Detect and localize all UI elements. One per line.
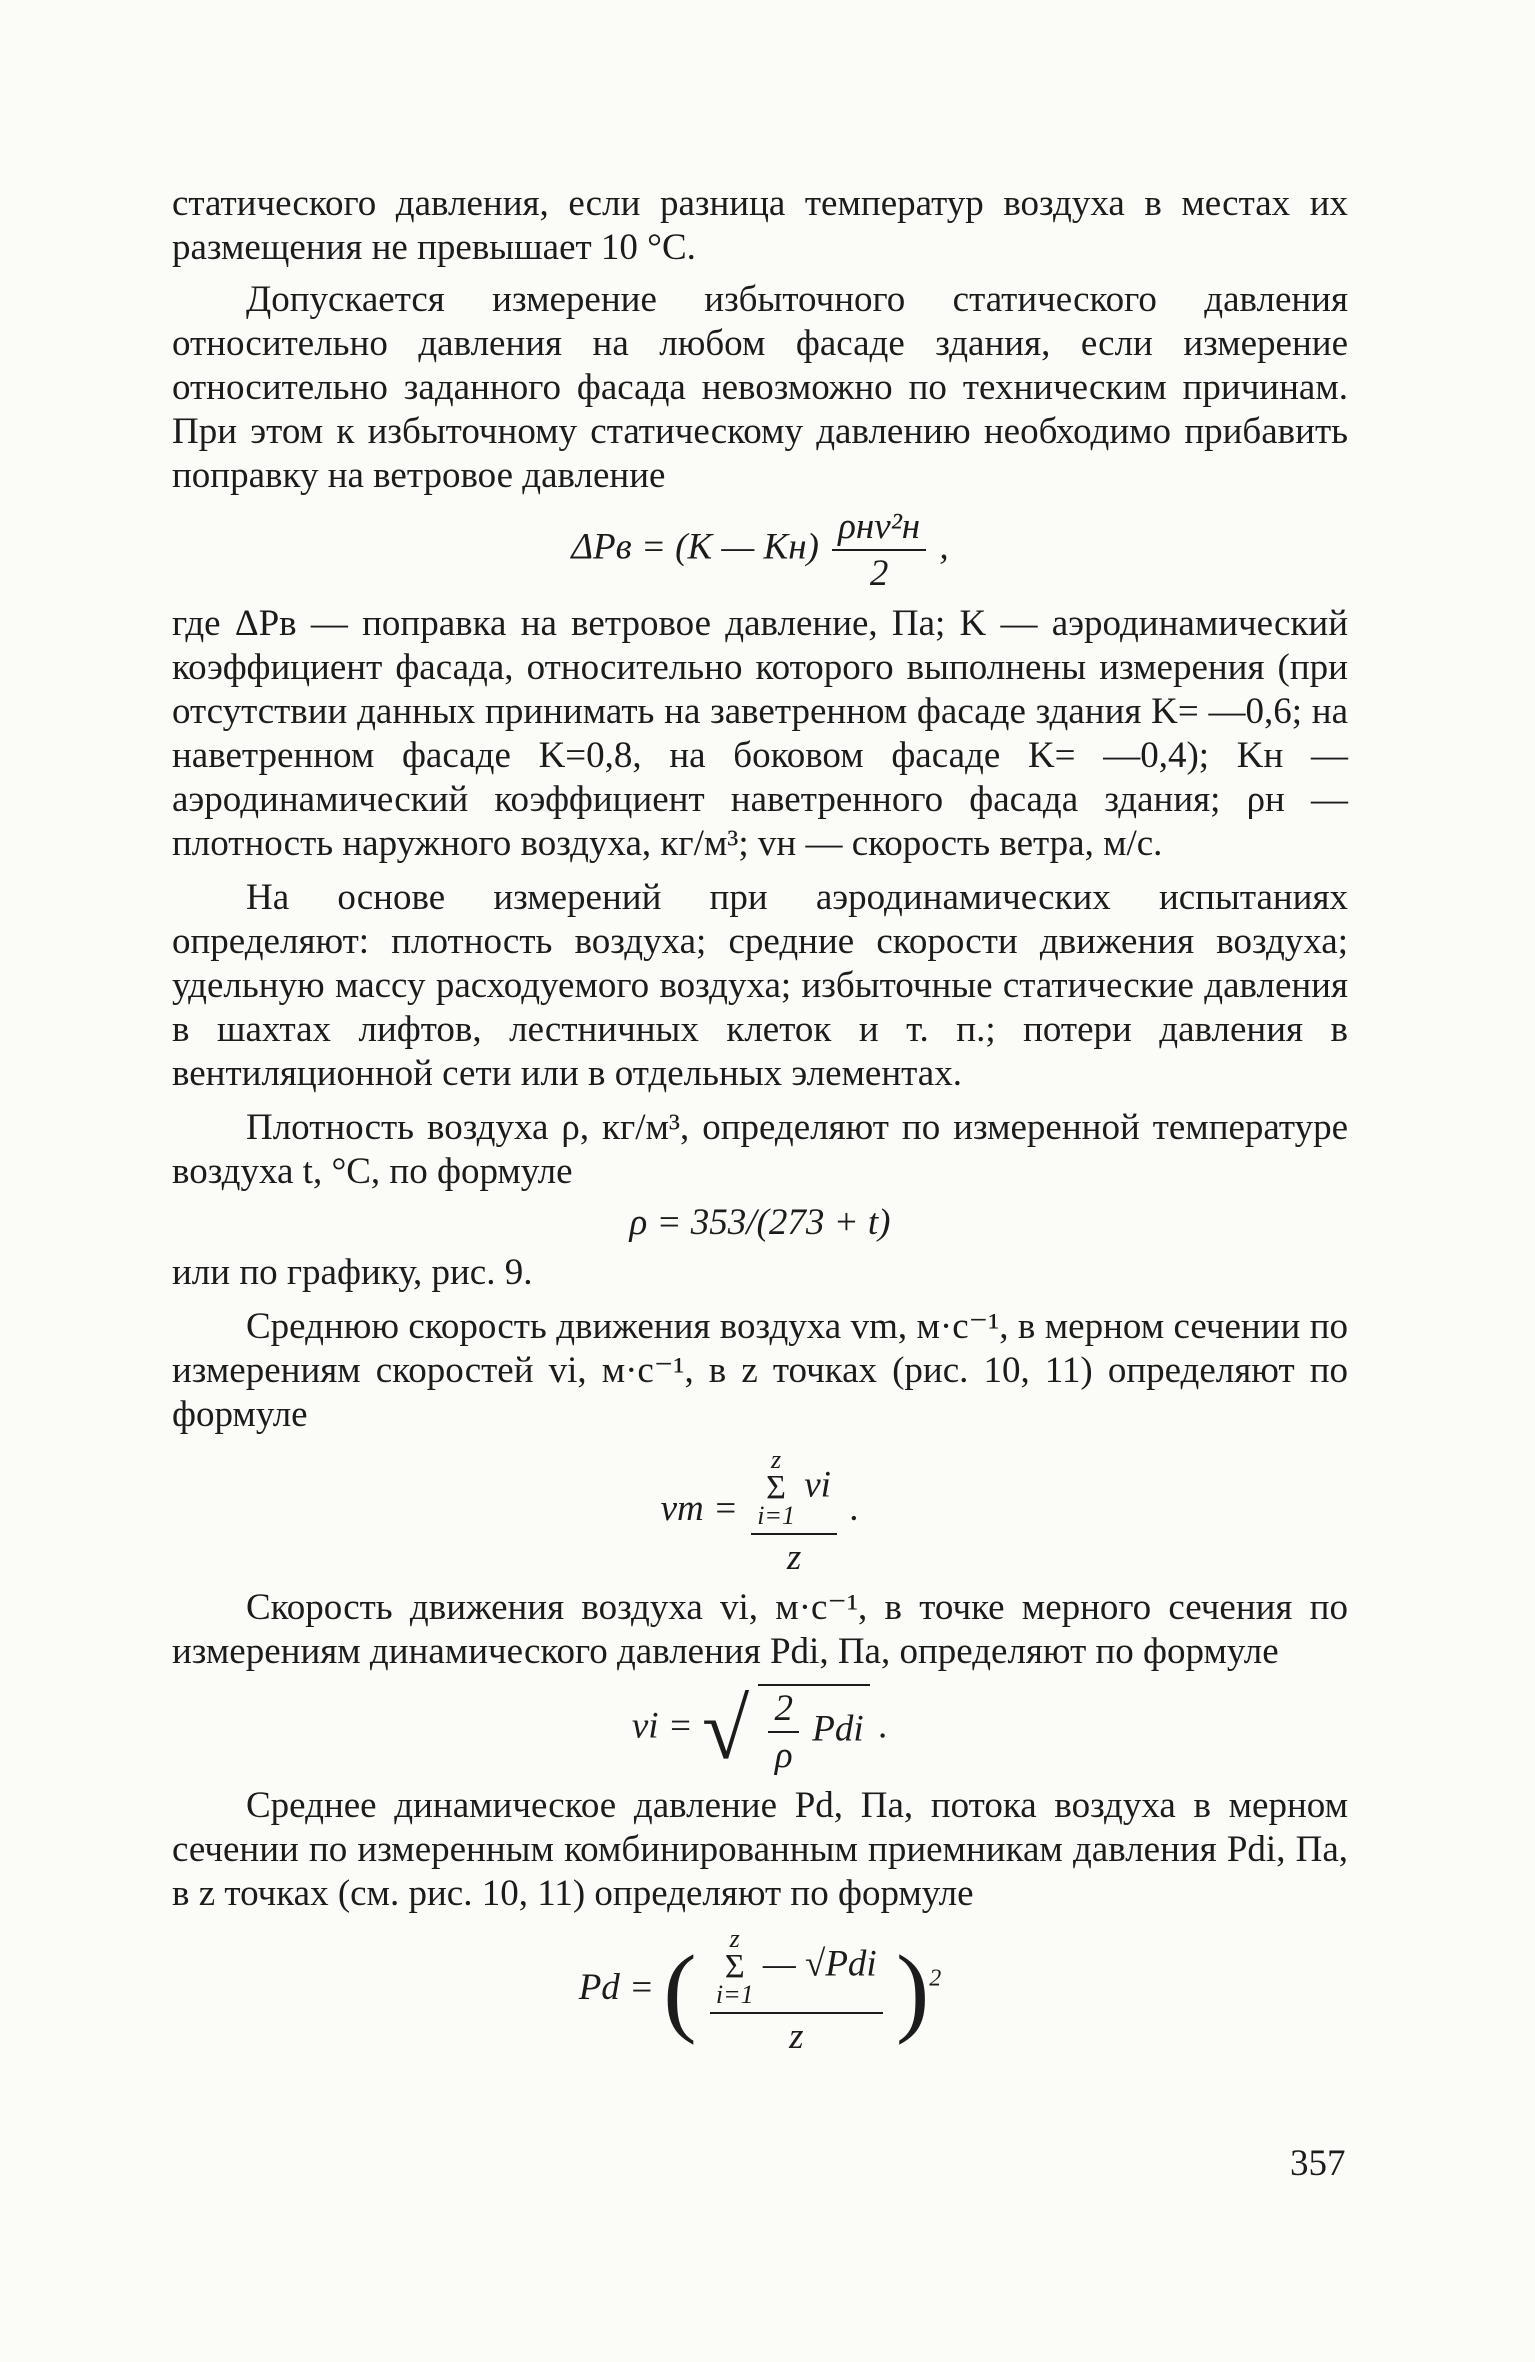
paragraph-air-density: Плотность воздуха ρ, кг/м³, определяют по измеренной температуре воздуха t, °С, по формуле [172, 1107, 1348, 1192]
formula-mean-velocity-denominator: z [786, 1537, 802, 1578]
formula-point-velocity [172, 1681, 1348, 1777]
sigma-glyph: Σ [724, 1948, 745, 1985]
right-parenthesis: ) [895, 1934, 930, 2046]
formula-point-velocity-fraction [768, 1690, 799, 1774]
paragraph-mean-dynamic-pressure: Среднее динамическое давление Pd, Па, потока воздуха в мерном сечении по измеренным комбинированным приемникам давления Pdi, Па, в z точках (см. рис. 10, 11) определяют по формуле [172, 1785, 1348, 1914]
sum-upper-limit: z [729, 1924, 740, 1953]
left-parenthesis: ( [663, 1934, 697, 2046]
formula-mean-dynamic-fraction [710, 1926, 883, 2055]
formula-mean-dynamic-numerator [710, 1926, 883, 2014]
formula-mean-dynamic-term: — √Pdi [762, 1943, 877, 1985]
square-root [702, 1681, 870, 1777]
paragraph-excess-pressure: Допускается измерение избыточного статического давления относительно давления на любом фасаде здания, если измерение относительно заданного фасада невозможно по техническим причинам. При этом к избыточному статическому давлению необходимо прибавить поправку на ветровое давление [172, 279, 1348, 496]
document-page [172, 182, 1348, 2065]
formula-wind-tail: , [939, 526, 949, 568]
formula-point-velocity-numerator: 2 [768, 1690, 799, 1733]
formula-mean-velocity-lhs: vm = [660, 1487, 738, 1529]
formula-point-velocity-tail: . [878, 1705, 889, 1747]
formula-mean-dynamic-lhs: Pd = [578, 1966, 655, 2008]
formula-wind-numerator: ρнv²н [832, 508, 926, 551]
formula-wind-lhs: ΔPв = (K — Kн) [571, 526, 819, 568]
sum-term: vi [804, 1464, 831, 1506]
formula-point-velocity-lhs: vi = [631, 1705, 693, 1747]
sum-symbol [757, 1447, 795, 1529]
sum-symbol [716, 1926, 754, 2008]
paragraph-measurements: На основе измерений при аэродинамических испытаниях определяют: плотность воздуха; средние скорости движения воздуха; удельную массу расходуемого воздуха; избыточные статические давления в шахтах лифтов, лестничных клеток и т. п.; потери давления в вентиляционной сети или в отдельных элементах. [172, 877, 1348, 1094]
paragraph-point-velocity: Скорость движения воздуха vi, м·с⁻¹, в точке мерного сечения по измерениям динамического давления Pdi, Па, определяют по формуле [172, 1587, 1348, 1672]
page-number: 357 [1290, 2143, 1346, 2184]
formula-wind-denominator: 2 [869, 553, 889, 594]
paragraph-graph-ref: или по графику, рис. 9. [172, 1252, 533, 1293]
sum-lower-limit: i=1 [757, 1501, 795, 1530]
paragraph-wind-definitions: где ΔPв — поправка на ветровое давление, Па; K — аэродинамический коэффициент фасада, относительно которого выполнены измерения (при отсутствии данных принимать на заветренном фасаде здания K= —0,6; на наветренном фасаде K=0,8, на боковом фасаде K= —0,4); Kн — аэродинамический коэффициент наветренного фасада здания; ρн — плотность наружного воздуха, кг/м³; vн — скорость ветра, м/с. [172, 603, 1348, 864]
formula-mean-velocity-fraction [751, 1447, 837, 1576]
sqrt-radicand [758, 1684, 869, 1774]
formula-mean-dynamic-power: 2 [929, 1965, 942, 1992]
formula-point-velocity-term: Pdi [812, 1708, 864, 1750]
formula-mean-velocity-tail: . [850, 1487, 860, 1529]
formula-mean-velocity [172, 1447, 1348, 1576]
formula-air-density: ρ = 353/(273 + t) [629, 1202, 891, 1243]
sum-upper-limit: z [771, 1445, 782, 1474]
sqrt-radical-sign: √ [702, 1681, 750, 1777]
formula-point-velocity-denominator: ρ [774, 1735, 793, 1776]
formula-mean-dynamic-denominator: z [789, 2016, 804, 2057]
formula-mean-dynamic-pressure [172, 1926, 1348, 2055]
sigma-glyph: Σ [766, 1469, 786, 1506]
formula-mean-velocity-numerator [751, 1447, 837, 1535]
formula-wind-fraction [832, 508, 926, 592]
formula-wind-pressure [172, 508, 1348, 592]
paragraph-mean-velocity: Среднюю скорость движения воздуха vm, м·с⁻¹, в мерном сечении по измерениям скоростей vi, м·с⁻¹, в z точках (рис. 10, 11) определяют по формуле [172, 1306, 1348, 1435]
paragraph-static-pressure: статического давления, если разница температур воздуха в местах их размещения не превышает 10 °С. [172, 183, 1348, 268]
sum-lower-limit: i=1 [715, 1980, 754, 2009]
